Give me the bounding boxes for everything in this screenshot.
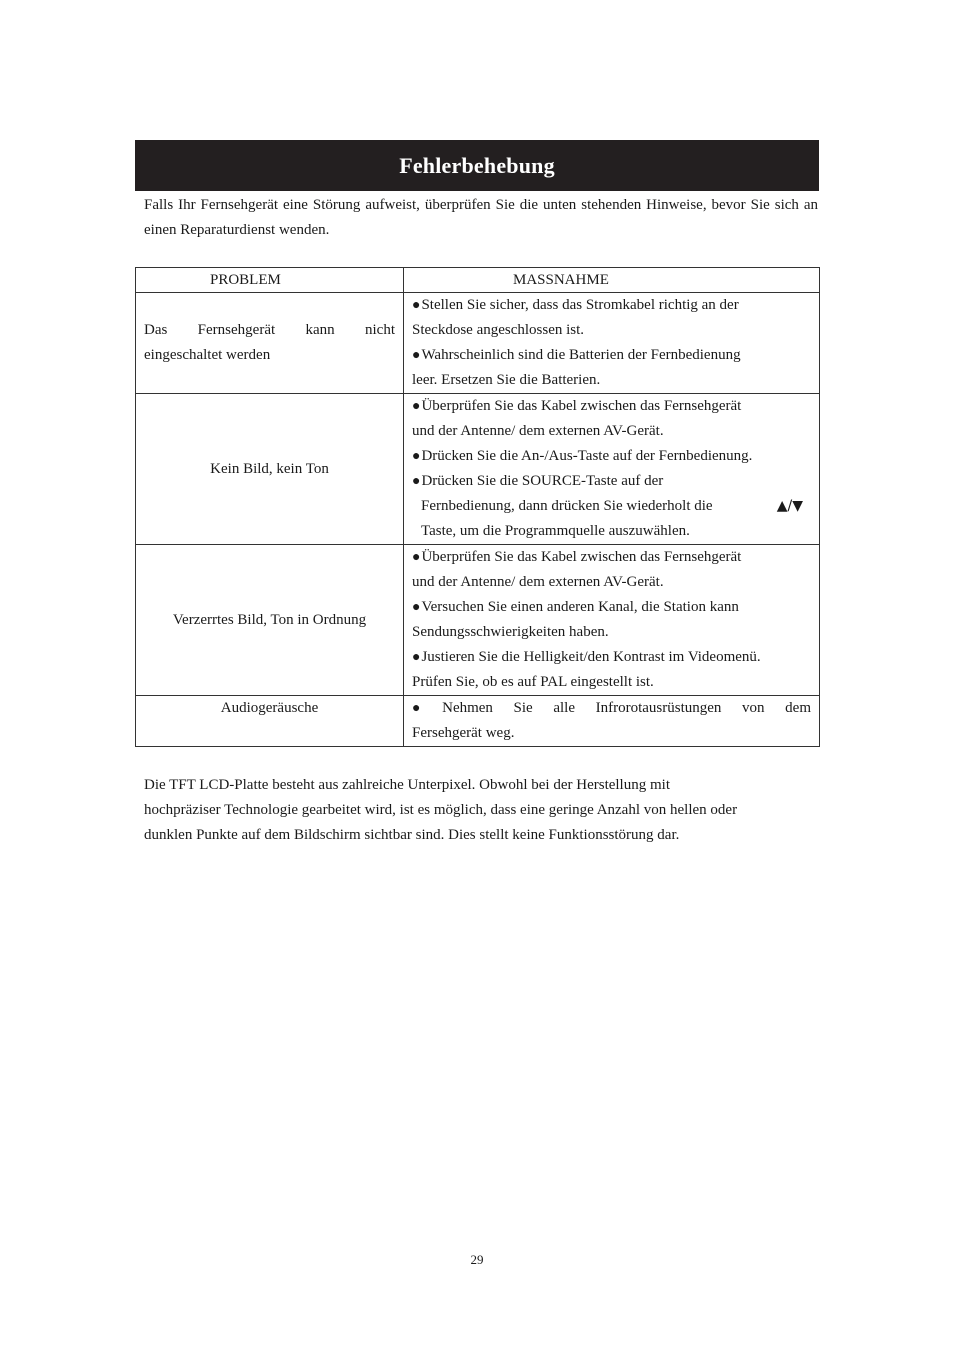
action-line: ●Drücken Sie die SOURCE-Taste auf der	[412, 469, 811, 494]
bullet-icon: ●	[412, 650, 421, 665]
header-action: MASSNAHME	[404, 268, 820, 293]
bullet-icon: ●	[412, 449, 421, 464]
header-problem: PROBLEM	[136, 268, 404, 293]
action-cell	[404, 394, 820, 545]
bullet-icon: ●	[412, 399, 421, 414]
problem-cell: Das Fernsehgerät kann nicht eingeschaltet werden	[136, 293, 404, 394]
action-line: ●Justieren Sie die Helligkeit/den Kontrast im Videomenü.	[412, 645, 811, 670]
action-line: ●Überprüfen Sie das Kabel zwischen das Fernsehgerät	[412, 545, 811, 570]
action-line: leer. Ersetzen Sie die Batterien.	[412, 372, 601, 388]
action-line: ●Drücken Sie die An-/Aus-Taste auf der Fernbedienung.	[412, 444, 811, 469]
intro-paragraph: Falls Ihr Fernsehgerät eine Störung aufweist, überprüfen Sie die unten stehenden Hinweise, bevor Sie sich an einen Reparaturdienst wenden.	[144, 197, 818, 238]
bullet-icon: ●	[412, 550, 421, 565]
bullet-icon: ●	[412, 474, 421, 489]
bullet-icon: ●	[412, 600, 421, 615]
action-line: ●Stellen Sie sicher, dass das Stromkabel richtig an der	[412, 293, 811, 318]
section-title-bar	[135, 140, 819, 191]
action-line: Fersehgerät weg.	[412, 725, 515, 741]
problem-cell: Verzerrtes Bild, Ton in Ordnung	[136, 545, 404, 696]
action-cell	[404, 696, 820, 747]
note-line: dunklen Punkte auf dem Bildschirm sichtbar sind. Dies stellt keine Funktionsstörung dar.	[144, 827, 680, 843]
problem-cell: Audiogeräusche	[136, 696, 404, 747]
action-line: und der Antenne/ dem externen AV-Gerät.	[412, 574, 664, 590]
action-line: und der Antenne/ dem externen AV-Gerät.	[412, 423, 664, 439]
action-line: ●Versuchen Sie einen anderen Kanal, die Station kann	[412, 595, 811, 620]
problem-cell: Kein Bild, kein Ton	[136, 394, 404, 545]
action-cell	[404, 545, 820, 696]
action-line: Taste, um die Programmquelle auszuwählen.	[421, 523, 690, 539]
action-line: Steckdose angeschlossen ist.	[412, 322, 585, 338]
action-line: Prüfen Sie, ob es auf PAL eingestellt ist.	[412, 674, 654, 690]
action-line: Sendungsschwierigkeiten haben.	[412, 624, 609, 640]
action-cell	[404, 293, 820, 394]
table-header-row	[136, 268, 820, 293]
table-row	[136, 293, 820, 394]
action-line: ●Wahrscheinlich sind die Batterien der Fernbedienung	[412, 343, 811, 368]
table-row	[136, 394, 820, 545]
bullet-icon: ●	[412, 701, 421, 716]
action-line: Fernbedienung, dann drücken Sie wiederholt die ▲/▼	[412, 494, 811, 519]
action-line: ● Nehmen Sie alle Infrorotausrüstungen von dem	[412, 696, 811, 721]
troubleshooting-table	[135, 267, 820, 747]
note-line: Die TFT LCD-Platte besteht aus zahlreiche Unterpixel. Obwohl bei der Herstellung mit	[144, 777, 670, 793]
action-line: ●Überprüfen Sie das Kabel zwischen das Fernsehgerät	[412, 394, 811, 419]
table-row	[136, 696, 820, 747]
bullet-icon: ●	[412, 348, 421, 363]
table-row	[136, 545, 820, 696]
bullet-icon: ●	[412, 298, 421, 313]
lcd-note-paragraph	[144, 773, 824, 848]
note-line: hochpräziser Technologie gearbeitet wird, ist es möglich, dass eine geringe Anzahl von hellen oder	[144, 802, 738, 818]
page-title: Fehlerbehebung	[399, 152, 555, 178]
up-down-arrow-icon: ▲/▼	[776, 498, 803, 514]
page-number: 29	[470, 1252, 484, 1267]
